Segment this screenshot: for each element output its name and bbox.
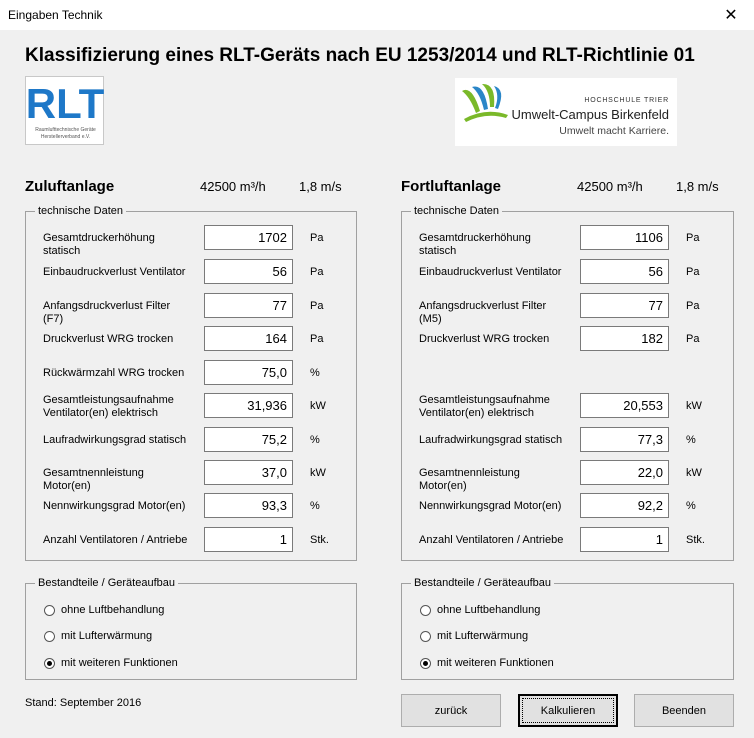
supply-value-field[interactable]: 31,936	[204, 393, 293, 418]
exhaust-option-radio[interactable]	[420, 630, 528, 642]
uc-slogan-text: Umwelt macht Karriere.	[559, 125, 669, 137]
radio-icon[interactable]	[44, 631, 55, 642]
quit-button[interactable]: Beenden	[634, 694, 734, 727]
close-icon[interactable]: ✕	[724, 7, 738, 24]
radio-icon[interactable]	[420, 605, 431, 616]
exhaust-row-label: Anzahl Ventilatoren / Antriebe	[419, 534, 564, 546]
supply-value-field[interactable]: 164	[204, 326, 293, 351]
exhaust-row-label: Gesamtdruckerhöhung statisch	[419, 232, 531, 257]
stand-text: Stand: September 2016	[25, 697, 142, 709]
radio-icon[interactable]	[44, 658, 55, 669]
calculate-button-label: Kalkulieren	[522, 698, 614, 723]
exhaust-unit-label: Pa	[686, 333, 700, 345]
exhaust-title: Fortluftanlage	[401, 178, 501, 195]
supply-value-field[interactable]: 1702	[204, 225, 293, 250]
supply-unit-label: Pa	[310, 232, 324, 244]
window-title: Eingaben Technik	[8, 8, 103, 22]
supply-row-label: Rückwärmzahl WRG trocken	[43, 367, 185, 379]
calculate-button[interactable]	[518, 694, 618, 727]
supply-value-field[interactable]: 75,0	[204, 360, 293, 385]
supply-tech-label: technische Daten	[35, 205, 126, 217]
exhaust-option-label: ohne Luftbehandlung	[437, 604, 541, 616]
exhaust-value-field[interactable]: 77	[580, 293, 669, 318]
exhaust-option-label: mit Lufterwärmung	[437, 630, 529, 642]
exhaust-unit-label: Stk.	[686, 534, 705, 546]
page-title: Klassifizierung eines RLT-Geräts nach EU 1253/2014 und RLT-Richtlinie 01	[25, 45, 695, 66]
leaf-logo-icon	[458, 81, 514, 131]
exhaust-option-radio[interactable]	[420, 604, 540, 616]
exhaust-option-radio[interactable]	[420, 657, 554, 669]
exhaust-tech-label: technische Daten	[411, 205, 502, 217]
radio-icon[interactable]	[420, 631, 431, 642]
exhaust-value-field[interactable]: 56	[580, 259, 669, 284]
uc-hochschule-text: HOCHSCHULE TRIER	[584, 97, 669, 104]
supply-row-label: Gesamtdruckerhöhung statisch	[43, 232, 155, 257]
rlt-logo-sub2: Herstellerverband e.V.	[40, 134, 91, 140]
exhaust-unit-label: kW	[686, 467, 702, 479]
exhaust-value-field[interactable]: 22,0	[580, 460, 669, 485]
exhaust-unit-label: Pa	[686, 266, 700, 278]
supply-unit-label: kW	[310, 400, 326, 412]
supply-velocity: 1,8 m/s	[299, 179, 342, 194]
title-bar	[0, 0, 754, 30]
supply-value-field[interactable]: 37,0	[204, 460, 293, 485]
supply-unit-label: Pa	[310, 333, 324, 345]
exhaust-row-label: Nennwirkungsgrad Motor(en)	[419, 500, 562, 512]
supply-unit-label: %	[310, 500, 320, 512]
supply-value-field[interactable]: 56	[204, 259, 293, 284]
exhaust-unit-label: Pa	[686, 300, 700, 312]
supply-row-label: Nennwirkungsgrad Motor(en)	[43, 500, 186, 512]
exhaust-row-label: Gesamtleistungsaufnahme Ventilator(en) elektrisch	[419, 394, 550, 419]
exhaust-row-label: Anfangsdruckverlust Filter (M5)	[419, 300, 547, 325]
supply-row-label: Anzahl Ventilatoren / Antriebe	[43, 534, 188, 546]
exhaust-flow: 42500 m³/h	[577, 179, 643, 194]
supply-row-label: Druckverlust WRG trocken	[43, 333, 174, 345]
back-button[interactable]: zurück	[401, 694, 501, 727]
supply-unit-label: Pa	[310, 266, 324, 278]
radio-icon[interactable]	[420, 658, 431, 669]
supply-row-label: Anfangsdruckverlust Filter (F7)	[43, 300, 171, 325]
supply-row-label: Einbaudruckverlust Ventilator	[43, 266, 186, 278]
exhaust-value-field[interactable]: 182	[580, 326, 669, 351]
supply-unit-label: %	[310, 434, 320, 446]
supply-row-label: Gesamtleistungsaufnahme Ventilator(en) elektrisch	[43, 394, 174, 419]
exhaust-unit-label: %	[686, 500, 696, 512]
supply-option-label: ohne Luftbehandlung	[61, 604, 165, 616]
supply-option-radio[interactable]	[44, 604, 164, 616]
supply-components-label: Bestandteile / Geräteaufbau	[35, 577, 178, 589]
umwelt-campus-logo	[455, 78, 677, 146]
exhaust-value-field[interactable]: 20,553	[580, 393, 669, 418]
radio-icon[interactable]	[44, 605, 55, 616]
exhaust-components-label: Bestandteile / Geräteaufbau	[411, 577, 554, 589]
supply-option-label: mit Lufterwärmung	[61, 630, 153, 642]
exhaust-value-field[interactable]: 77,3	[580, 427, 669, 452]
exhaust-unit-label: kW	[686, 400, 702, 412]
supply-option-radio[interactable]	[44, 630, 152, 642]
exhaust-unit-label: %	[686, 434, 696, 446]
supply-title: Zuluftanlage	[25, 178, 115, 195]
supply-value-field[interactable]: 93,3	[204, 493, 293, 518]
supply-value-field[interactable]: 77	[204, 293, 293, 318]
supply-option-radio[interactable]	[44, 657, 178, 669]
exhaust-option-label: mit weiteren Funktionen	[437, 657, 554, 669]
rlt-logo	[25, 76, 104, 145]
exhaust-value-field[interactable]: 1106	[580, 225, 669, 250]
exhaust-velocity: 1,8 m/s	[676, 179, 719, 194]
svg-text:RLT: RLT	[25, 80, 105, 127]
exhaust-value-field[interactable]: 1	[580, 527, 669, 552]
supply-row-label: Laufradwirkungsgrad statisch	[43, 434, 187, 446]
supply-row-label: Gesamtnennleistung Motor(en)	[43, 467, 144, 492]
exhaust-unit-label: Pa	[686, 232, 700, 244]
exhaust-row-label: Einbaudruckverlust Ventilator	[419, 266, 562, 278]
supply-option-label: mit weiteren Funktionen	[61, 657, 178, 669]
supply-value-field[interactable]: 1	[204, 527, 293, 552]
exhaust-row-label: Laufradwirkungsgrad statisch	[419, 434, 563, 446]
exhaust-value-field[interactable]: 92,2	[580, 493, 669, 518]
supply-unit-label: Stk.	[310, 534, 329, 546]
uc-name-text: Umwelt-Campus Birkenfeld	[511, 107, 669, 122]
supply-unit-label: %	[310, 367, 320, 379]
rlt-logo-sub1: Raumlufttechnische Geräte	[35, 127, 96, 133]
supply-unit-label: Pa	[310, 300, 324, 312]
supply-unit-label: kW	[310, 467, 326, 479]
rlt-logo-icon	[25, 80, 105, 127]
supply-flow: 42500 m³/h	[200, 179, 266, 194]
supply-value-field[interactable]: 75,2	[204, 427, 293, 452]
exhaust-row-label: Druckverlust WRG trocken	[419, 333, 550, 345]
exhaust-row-label: Gesamtnennleistung Motor(en)	[419, 467, 520, 492]
